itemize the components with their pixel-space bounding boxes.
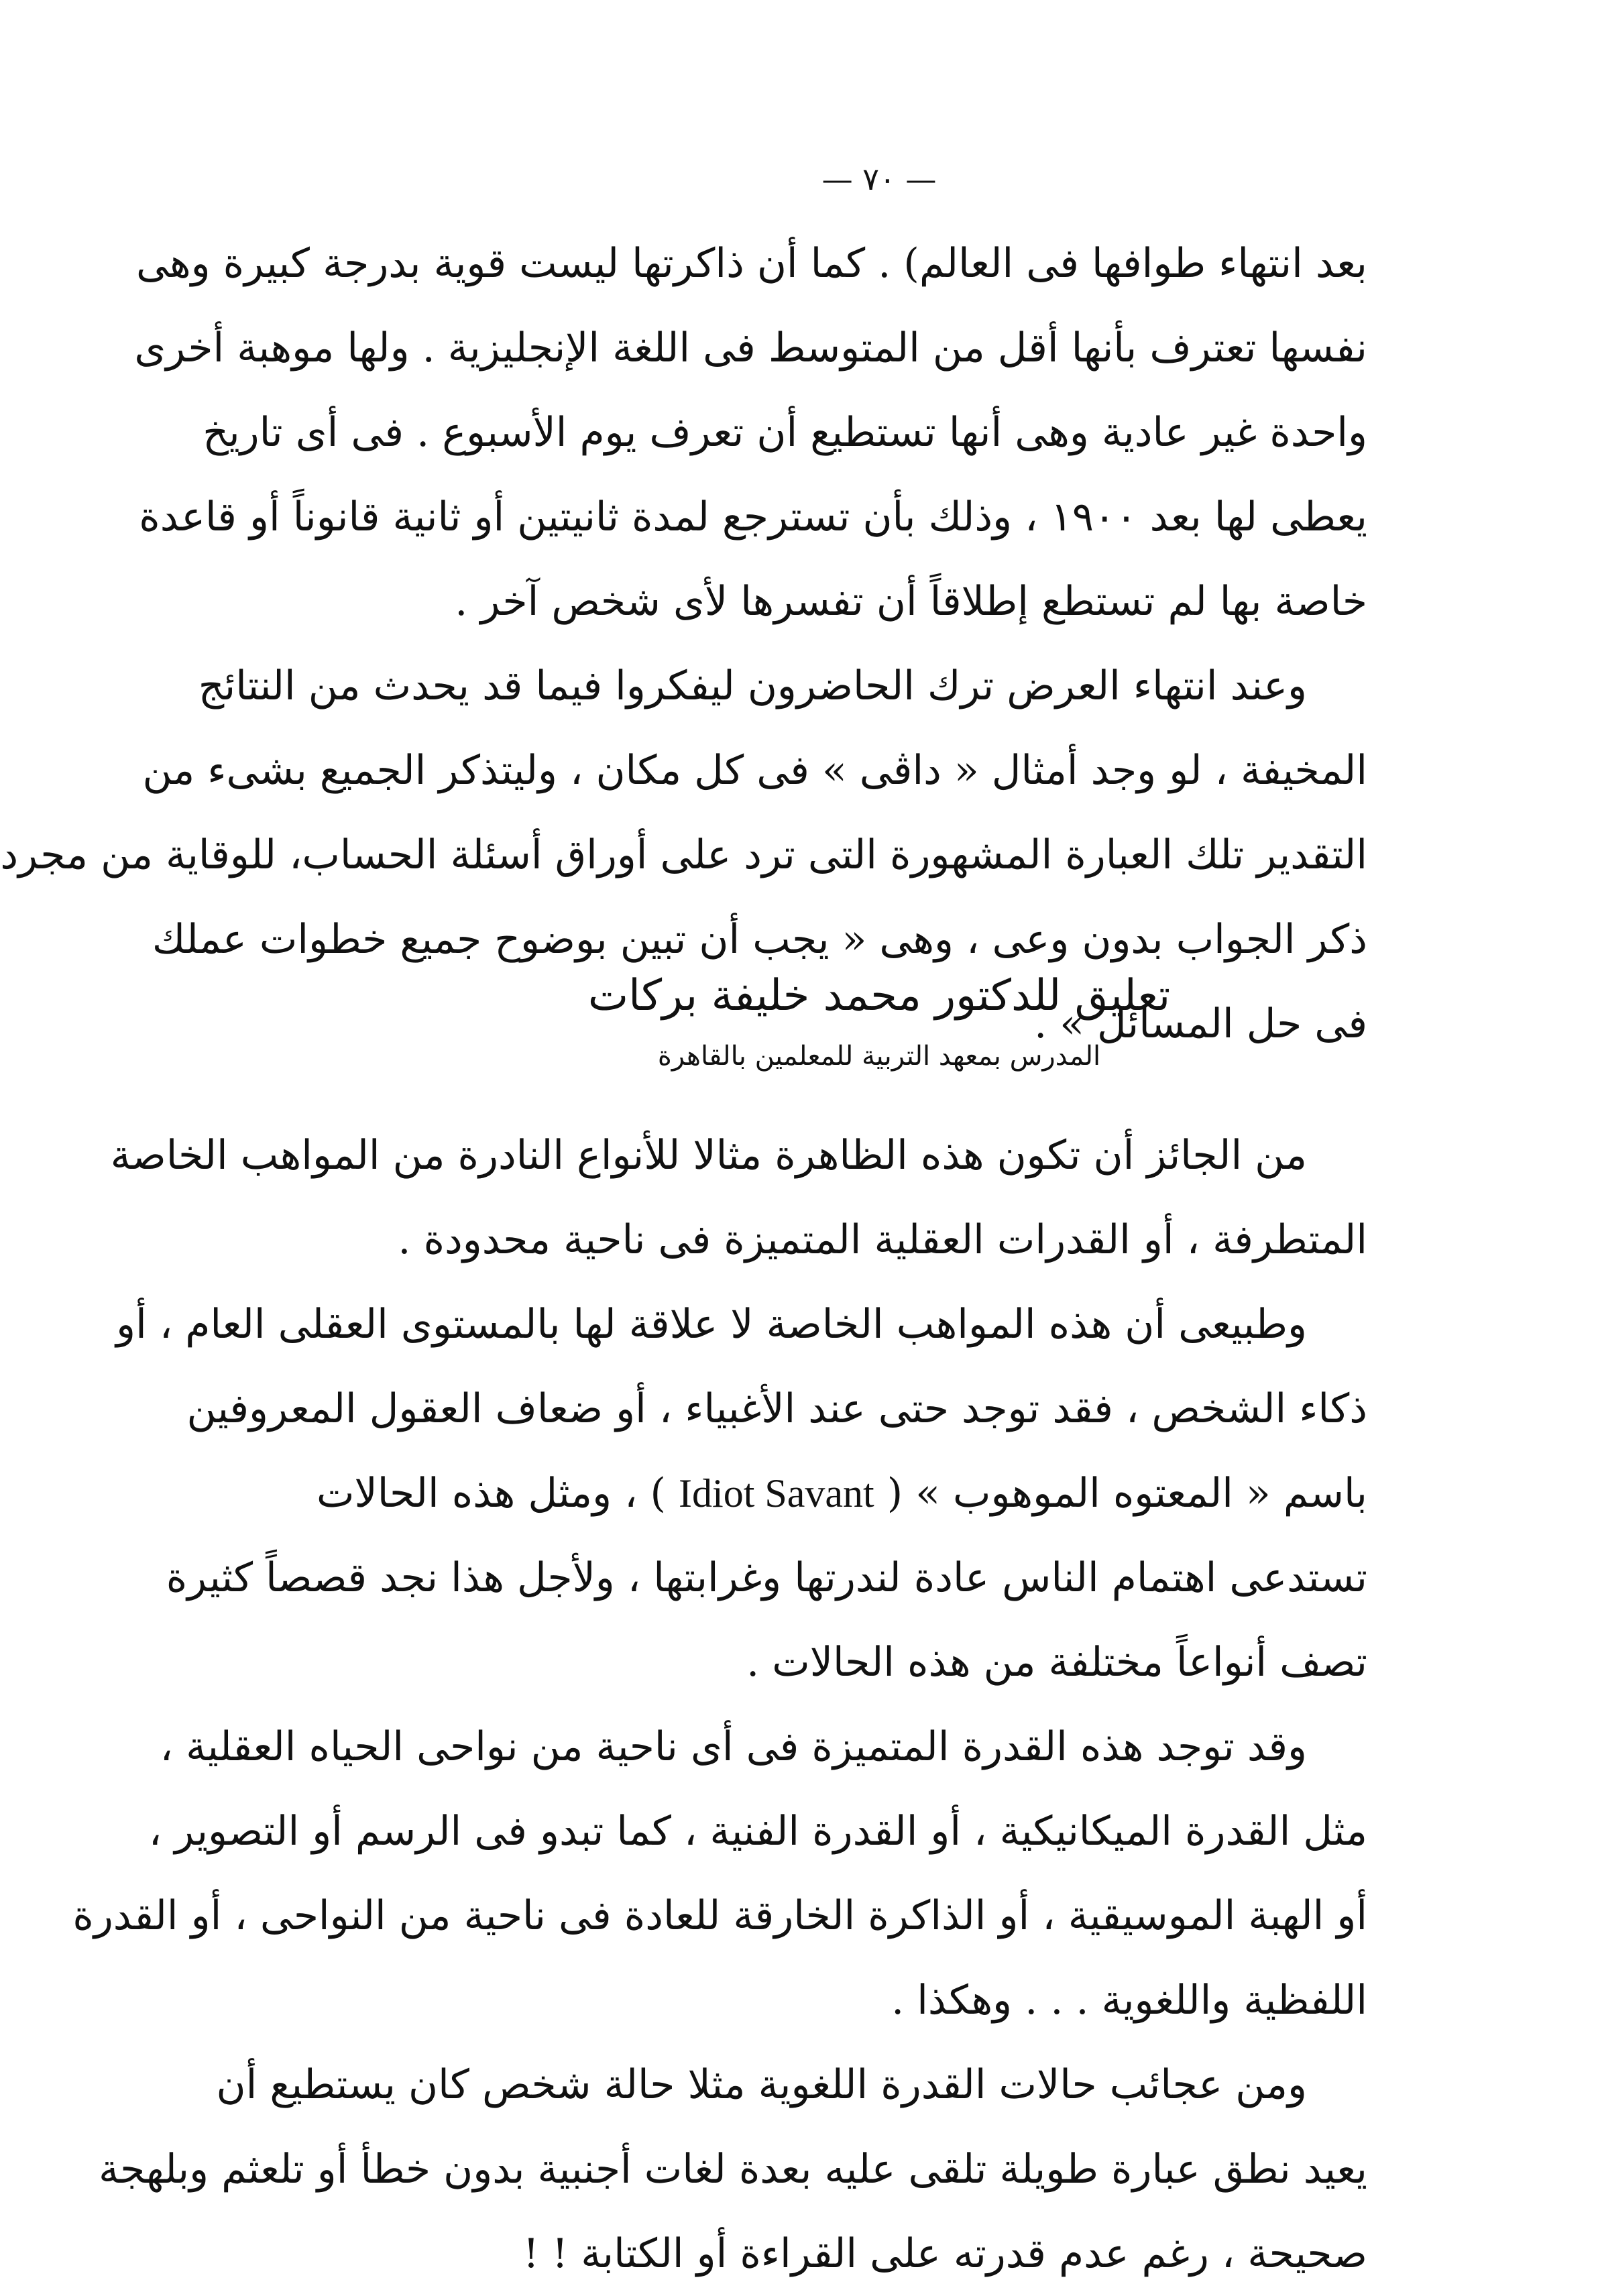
text-line: يعيد نطق عبارة طويلة تلقى عليه بعدة لغات أجنبية بدون خطأ أو تلعثم وبلهجة: [99, 2146, 1367, 2193]
text-line: يعطى لها بعد ١٩٠٠ ، وذلك بأن تسترجع لمدة ثانيتين أو ثانية قانوناً أو قاعدة: [139, 494, 1367, 540]
text-line: من الجائز أن تكون هذه الظاهرة مثالا للأنواع النادرة من المواهب الخاصة: [110, 1132, 1307, 1179]
text-line: أو الهبة الموسيقية ، أو الذاكرة الخارقة للعادة فى ناحية من النواحى ، أو القدرة: [72, 1892, 1367, 1939]
text-line: صحيحة ، رغم عدم قدرته على القراءة أو الكتابة ! !: [522, 2230, 1367, 2277]
text-line: واحدة غير عادية وهى أنها تستطيع أن تعرف يوم الأسبوع . فى أى تاريخ: [203, 409, 1367, 456]
paragraph-language-case: [99, 2043, 1367, 2296]
text-line-idiot-savant: [317, 1451, 1367, 1536]
commentary-title: تعليق للدكتور محمد خليفة بركات: [587, 971, 1171, 1021]
latin-term: Idiot Savant: [679, 1471, 874, 1515]
text-line: وعند انتهاء العرض ترك الحاضرون ليفكروا فيما قد يحدث من النتائج: [198, 663, 1307, 709]
text-line: تستدعى اهتمام الناس عادة لندرتها وغرابتها ، ولأجل هذا نجد قصصاً كثيرة: [166, 1554, 1367, 1601]
text-line: خاصة بها لم تستطع إطلاقاً أن تفسرها لأى شخص آخر .: [455, 578, 1367, 625]
text-line: التقدير تلك العبارة المشهورة التى ترد على أوراق أسئلة الحساب، للوقاية من مجرد: [0, 831, 1367, 878]
text-line: المخيفة ، لو وجد أمثال « داڤى » فى كل مكان ، وليتذكر الجميع بشىء من: [142, 747, 1367, 794]
text-line: مثل القدرة الميكانيكية ، أو القدرة الفنية ، كما تبدو فى الرسم أو التصوير ،: [148, 1808, 1367, 1855]
text-line: فى حل المسائل » .: [1034, 1000, 1367, 1047]
text-segment: ) ، ومثل هذه الحالات: [317, 1470, 666, 1517]
paragraph-rare-talents: [110, 1113, 1367, 1282]
top-text-block: [0, 221, 1367, 1066]
text-segment: باسم « المعتوه الموهوب » (: [887, 1470, 1367, 1517]
page-number: — ٧٠ —: [821, 161, 937, 197]
text-line: نفسها تعترف بأنها أقل من المتوسط فى اللغة الإنجليزية . ولها موهبة أخرى: [134, 325, 1367, 371]
text-line: تصف أنواعاً مختلفة من هذه الحالات .: [746, 1639, 1367, 1686]
text-line: بعد انتهاء طوافها فى العالم) . كما أن ذاكرتها ليست قوية بدرجة كبيرة وهى: [135, 240, 1367, 287]
text-line: ومن عجائب حالات القدرة اللغوية مثلا حالة شخص كان يستطيع أن: [216, 2061, 1307, 2108]
text-line: ذكاء الشخص ، فقد توجد حتى عند الأغبياء ، أو ضعاف العقول المعروفين: [186, 1385, 1367, 1432]
text-line: وقد توجد هذه القدرة المتميزة فى أى ناحية من نواحى الحياه العقلية ،: [160, 1723, 1307, 1770]
paragraph-continuation: [134, 221, 1367, 644]
commentary-text-block: [72, 1113, 1367, 2296]
text-line: ذكر الجواب بدون وعى ، وهى « يجب أن تبين بوضوح جميع خطوات عملك: [152, 916, 1367, 963]
commentary-author-affiliation: المدرس بمعهد التربية للمعلمين بالقاهرة: [657, 1041, 1101, 1072]
paragraph-distinct-abilities: [72, 1705, 1367, 2043]
text-line: اللفظية واللغوية . . . وهكذا .: [891, 1977, 1367, 2024]
paragraph-special-talents: [116, 1282, 1367, 1705]
text-line: وطبيعى أن هذه المواهب الخاصة لا علاقة لها بالمستوى العقلى العام ، أو: [116, 1301, 1307, 1348]
text-line: المتطرفة ، أو القدرات العقلية المتميزة فى ناحية محدودة .: [398, 1216, 1367, 1263]
